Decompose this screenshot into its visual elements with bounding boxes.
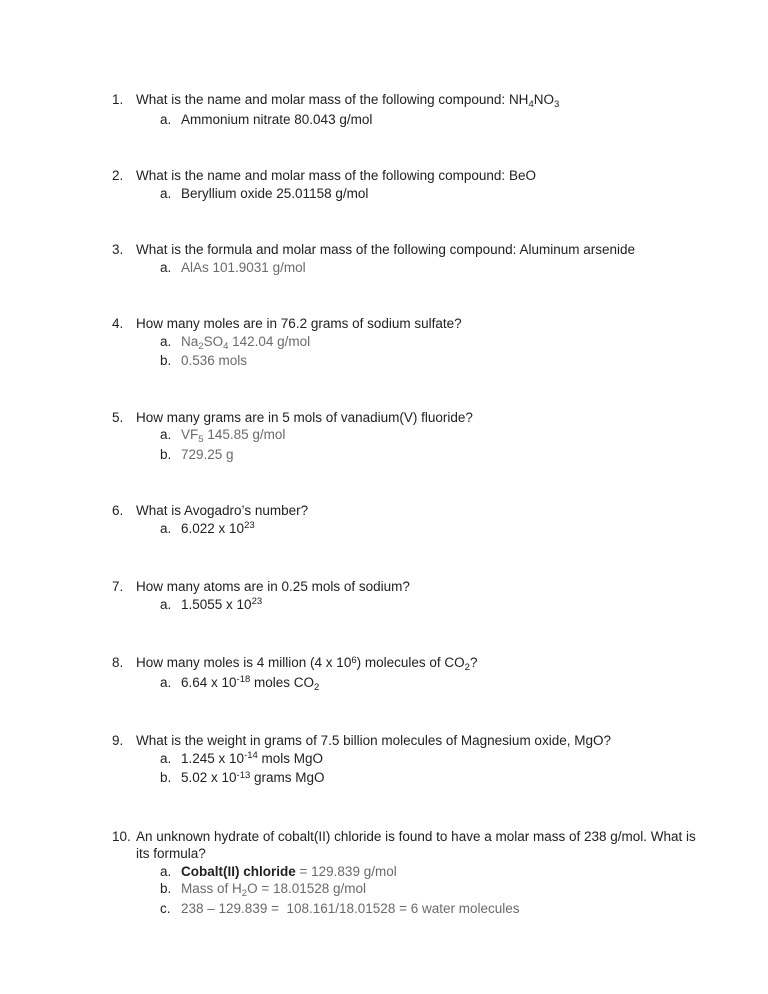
text-segment: ?	[469, 655, 478, 670]
answer-text	[181, 352, 672, 370]
question-block-10	[112, 828, 696, 918]
text-segment: Na	[181, 333, 199, 349]
text-segment: 6.64 x 10	[181, 674, 237, 690]
text-segment: 1.245 x 10	[181, 750, 245, 766]
answer-marker: b.	[160, 770, 172, 785]
answer-text	[181, 111, 672, 129]
answer-row	[112, 769, 672, 789]
text-segment: O = 18.01528 g/mol	[247, 881, 367, 896]
answer-row	[112, 750, 672, 770]
question-text	[136, 315, 672, 333]
text-segment: 729.25 g	[181, 446, 234, 462]
text-segment: What is the name and molar mass of the following compound: NH	[136, 92, 529, 107]
question-text-line	[136, 845, 672, 863]
text-segment: = 129.839 g/mol	[299, 863, 397, 879]
text-segment: 0.536 mols	[181, 353, 248, 368]
subscript: 4	[528, 99, 534, 110]
emphasized-text: Cobalt(II) chloride	[181, 863, 300, 879]
question-row	[112, 315, 672, 333]
question-text-line	[136, 654, 672, 674]
question-text-line	[136, 315, 672, 333]
subscript: 4	[223, 340, 229, 352]
answer-text	[181, 769, 672, 789]
answer-row	[112, 520, 672, 540]
text-segment: An unknown hydrate of cobalt(II) chloride is found to have a molar mass of 238 g/mol. What is	[136, 828, 696, 844]
question-number: 4.	[112, 316, 124, 331]
question-text	[136, 409, 672, 427]
answer-text	[181, 863, 672, 881]
superscript: 23	[251, 596, 263, 607]
subscript: 5	[198, 434, 204, 445]
subscript: 3	[553, 99, 560, 110]
text-segment: How many atoms are in 0.25 mols of sodium?	[136, 579, 410, 594]
question-block-2	[112, 167, 672, 202]
question-number: 6.	[112, 503, 124, 518]
text-segment: 6.022 x 10	[181, 520, 245, 536]
text-segment: mols MgO	[257, 750, 324, 766]
question-row	[112, 828, 696, 846]
question-list	[112, 91, 696, 917]
superscript: 6	[351, 654, 357, 666]
answer-text	[181, 520, 672, 540]
superscript: -13	[236, 769, 251, 781]
answer-marker: a.	[160, 674, 172, 690]
question-row	[112, 241, 672, 259]
answer-text	[181, 446, 672, 464]
subscript: 2	[241, 888, 248, 899]
question-text-line	[136, 241, 672, 259]
answer-row	[112, 446, 672, 464]
question-text	[136, 654, 672, 674]
question-text	[136, 732, 672, 750]
question-row	[112, 654, 672, 674]
question-text-line	[136, 502, 672, 520]
question-text	[136, 845, 672, 863]
text-segment: Ammonium nitrate 80.043 g/mol	[181, 111, 373, 127]
question-number: 1.	[112, 92, 124, 107]
text-segment: What is the name and molar mass of the following compound: BeO	[136, 168, 536, 183]
answer-row	[112, 596, 672, 616]
text-segment: 1.5055 x 10	[181, 596, 252, 612]
question-text	[136, 91, 672, 111]
question-text	[136, 828, 696, 846]
question-number: 10.	[112, 828, 131, 844]
question-block-8	[112, 654, 672, 693]
text-segment: grams MgO	[250, 770, 325, 785]
answer-text	[181, 900, 672, 918]
question-block-6	[112, 502, 672, 539]
subscript: 2	[314, 681, 320, 693]
answer-marker: a.	[160, 750, 172, 766]
answer-marker: a.	[160, 259, 172, 275]
question-block-5	[112, 409, 672, 464]
subscript: 2	[464, 662, 470, 673]
question-text-line	[136, 732, 672, 750]
text-segment: How many moles are in 76.2 grams of sodium sulfate?	[136, 316, 462, 331]
text-segment: moles CO	[250, 674, 315, 690]
question-row	[112, 502, 672, 520]
answer-text	[181, 880, 672, 900]
answer-marker: a.	[160, 863, 172, 879]
answer-row	[112, 111, 672, 129]
text-segment: What is the weight in grams of 7.5 billion molecules of Magnesium oxide, MgO?	[136, 733, 611, 748]
answer-text	[181, 596, 672, 616]
answer-row	[112, 352, 672, 370]
question-text	[136, 241, 672, 259]
question-block-9	[112, 732, 672, 789]
text-segment: What is Avogadro’s number?	[136, 503, 309, 518]
subscript: 2	[198, 340, 204, 352]
answer-row	[112, 674, 672, 694]
question-text	[136, 502, 672, 520]
question-row	[112, 578, 672, 596]
question-text-line	[136, 578, 672, 596]
answer-row	[112, 426, 672, 446]
text-segment: SO	[203, 333, 224, 349]
answer-text	[181, 674, 672, 694]
question-text-line	[136, 167, 672, 185]
question-row	[112, 91, 672, 111]
question-number: 2.	[112, 168, 124, 183]
question-row	[112, 845, 672, 863]
text-segment: Beryllium oxide 25.01158 g/mol	[181, 185, 369, 201]
question-block-7	[112, 578, 672, 615]
question-block-3	[112, 241, 672, 276]
question-row	[112, 409, 672, 427]
answer-text	[181, 333, 672, 353]
answer-marker: a.	[160, 427, 172, 442]
text-segment: its formula?	[136, 846, 206, 861]
text-segment: 145.85 g/mol	[203, 427, 286, 442]
text-segment: NO	[533, 92, 554, 107]
answer-marker: b.	[160, 881, 172, 896]
question-text	[136, 578, 672, 596]
question-row	[112, 732, 672, 750]
question-text	[136, 167, 672, 185]
question-block-4	[112, 315, 672, 370]
answer-text	[181, 750, 672, 770]
answer-text	[181, 426, 672, 446]
superscript: -18	[236, 674, 251, 685]
question-number: 3.	[112, 242, 124, 257]
question-row	[112, 167, 672, 185]
question-block-1	[112, 91, 672, 128]
answer-row	[112, 259, 672, 277]
answer-marker: a.	[160, 333, 172, 349]
question-number: 8.	[112, 655, 124, 670]
text-segment: 5.02 x 10	[181, 770, 237, 785]
text-segment: VF	[181, 427, 199, 442]
question-text-line	[136, 828, 696, 846]
answer-row	[112, 185, 672, 203]
answer-marker: a.	[160, 596, 172, 612]
answer-marker: a.	[160, 185, 172, 201]
answer-row	[112, 863, 672, 881]
question-text-line	[136, 409, 672, 427]
text-segment: 238 – 129.839 = 108.161/18.01528 = 6 water molecules	[181, 900, 520, 916]
text-segment: Mass of H	[181, 881, 242, 896]
answer-marker: a.	[160, 520, 172, 536]
question-number: 5.	[112, 409, 124, 425]
text-segment: How many moles is 4 million (4 x 10	[136, 655, 352, 670]
answer-marker: c.	[160, 900, 171, 916]
answer-text	[181, 185, 672, 203]
answer-marker: a.	[160, 111, 172, 127]
text-segment: AlAs 101.9031 g/mol	[181, 259, 306, 275]
superscript: -14	[244, 750, 258, 761]
answer-row	[112, 900, 672, 918]
text-segment: ) molecules of CO	[356, 655, 465, 670]
question-number: 9.	[112, 733, 124, 748]
text-segment: What is the formula and molar mass of the following compound: Aluminum arsenide	[136, 242, 635, 257]
superscript: 23	[244, 520, 255, 531]
question-text-line	[136, 91, 672, 111]
question-number: 7.	[112, 579, 124, 594]
answer-row	[112, 333, 672, 353]
text-segment: 142.04 g/mol	[228, 333, 311, 349]
answer-marker: b.	[160, 446, 172, 462]
text-segment: How many grams are in 5 mols of vanadium(V) fluoride?	[136, 409, 473, 425]
answer-text	[181, 259, 672, 277]
answer-marker: b.	[160, 353, 172, 368]
answer-row	[112, 880, 672, 900]
